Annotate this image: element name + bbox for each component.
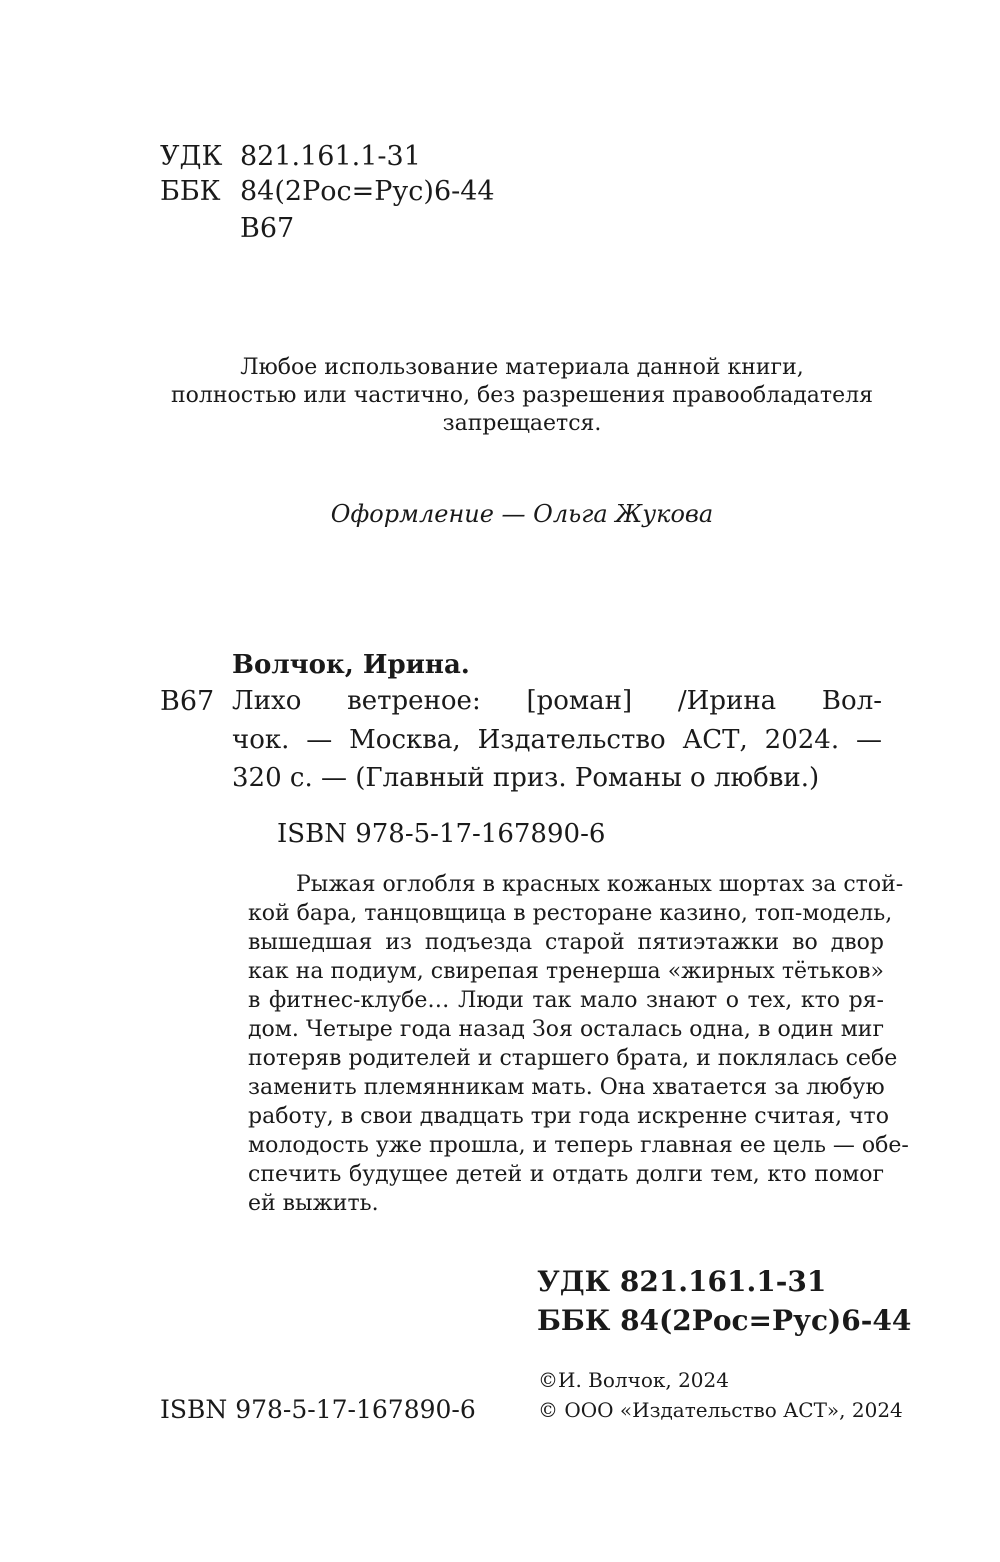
bib-line: чок. — Москва, Издательство АСТ, 2024. —	[232, 725, 882, 755]
annotation-line: как на подиум, свирепая тренерша «жирных тётьков»	[248, 959, 884, 984]
annotation-line: ей выжить.	[248, 1191, 379, 1216]
annotation-line: спечить будущее детей и отдать долги тем, кто помог	[248, 1162, 884, 1187]
notice-line: Любое использование материала данной книги,	[240, 355, 804, 380]
annotation-line: вышедшая из подъезда старой пятиэтажки во двор	[248, 930, 884, 955]
annotation-line: работу, в свои двадцать три года искренне считая, что	[248, 1104, 889, 1129]
bbk-value: 84(2Рос=Рус)6-44	[240, 176, 495, 207]
bib-mark: В67	[160, 686, 215, 717]
annotation-line: в фитнес-клубе… Люди так мало знают о тех, кто ря-	[248, 988, 884, 1013]
design-credit: Оформление — Ольга Жукова	[330, 500, 714, 528]
annotation-line: заменить племянникам мать. Она хватается за любую	[248, 1075, 885, 1100]
udk-value: 821.161.1-31	[240, 141, 421, 172]
notice-line: запрещается.	[442, 411, 602, 436]
footer-isbn: ISBN 978-5-17-167890-6	[160, 1395, 476, 1424]
annotation-line: потеряв родителей и старшего брата, и поклялась себе	[248, 1046, 898, 1071]
copyright-author: ©И. Волчок, 2024	[538, 1368, 729, 1392]
notice-line: полностью или частично, без разрешения правообладателя	[171, 383, 873, 408]
footer-udk: УДК 821.161.1-31	[537, 1265, 827, 1298]
bib-line: 320 с. — (Главный приз. Романы о любви.)	[232, 763, 820, 793]
author-heading: Волчок, Ирина.	[232, 650, 470, 680]
annotation-line: кой бара, танцовщица в ресторане казино, топ-модель,	[248, 901, 893, 926]
bib-isbn: ISBN 978-5-17-167890-6	[277, 819, 606, 849]
author-mark: В67	[240, 213, 295, 244]
bib-line: Лихо ветреное: [роман] /Ирина Вол-	[232, 686, 882, 716]
annotation-line: дом. Четыре года назад Зоя осталась одна, в один миг	[248, 1017, 884, 1042]
copyright-publisher: © ООО «Издательство АСТ», 2024	[538, 1398, 903, 1422]
annotation-line: Рыжая оглобля в красных кожаных шортах за стой-	[296, 872, 904, 897]
annotation-line: молодость уже прошла, и теперь главная ее цель — обе-	[248, 1133, 909, 1158]
udk-label: УДК	[160, 141, 223, 172]
bbk-label: ББК	[160, 176, 221, 207]
footer-bbk: ББК 84(2Рос=Рус)6-44	[537, 1304, 912, 1337]
